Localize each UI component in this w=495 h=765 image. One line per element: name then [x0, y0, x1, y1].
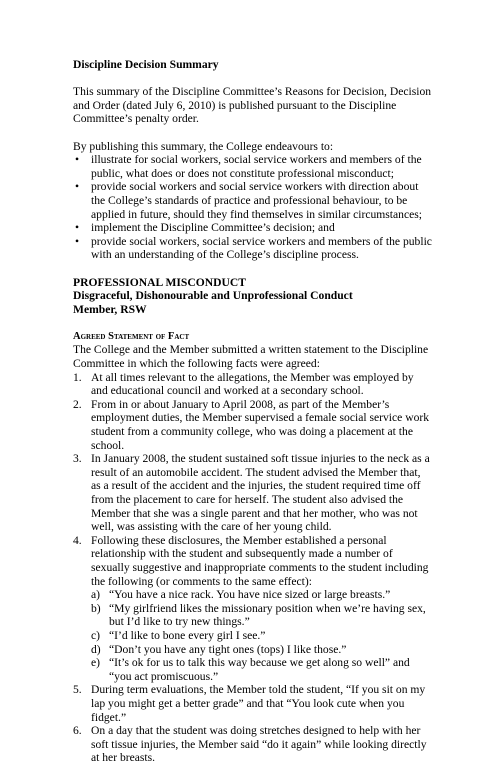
fact-text: From in or about January to April 2008, as part of the Member’s employment duties, the Member supervised a female social service work student from a community college, who was doing a placement at the school. [91, 397, 430, 452]
comment-item [91, 588, 433, 602]
member-line: Member, RSW [73, 302, 147, 316]
fact-item [73, 683, 433, 724]
intro-paragraph: This summary of the Discipline Committee’s Reasons for Decision, Decision and Order (dated July 6, 2010) is published pursuant to the Discipline Committee’s penalty order. [73, 85, 432, 126]
comment-letter: c) [91, 628, 101, 642]
fact-item [73, 534, 433, 684]
comment-text: “I’d like to bone every girl I see.” [109, 628, 266, 642]
list-item-text: illustrate for social workers, social service workers and members of the public, what does or does not constitute professional misconduct; [91, 153, 422, 180]
fact-text: During term evaluations, the Member told the student, “If you sit on my lap you might get a better grade” and that “You look cute when you fidget.” [91, 683, 426, 724]
fact-text: Following these disclosures, the Member established a personal relationship with the student and subsequently made a number of sexually suggestive and inappropriate comments to the student including the following (or comments to the same effect): [91, 533, 429, 588]
fact-number: 2. [73, 397, 82, 411]
list-item-text: provide social workers and social service workers with direction about the College’s standards of practice and professional behaviour, to be applied in future, should they find themselves in similar circumstances; [91, 180, 422, 221]
comment-letter: b) [91, 601, 101, 615]
bullet-icon: • [75, 180, 80, 194]
fact-item [73, 371, 433, 398]
comment-item [91, 629, 433, 643]
document-title: Discipline Decision Summary [73, 58, 219, 71]
comment-item [91, 602, 433, 629]
comment-text: “Don’t you have any tight ones (tops) I like those.” [109, 642, 347, 656]
fact-text: At all times relevant to the allegations, the Member was employed by and educational council and worked at a secondary school. [91, 370, 414, 398]
document-page [73, 58, 433, 765]
fact-number: 6. [73, 724, 82, 738]
comment-item [91, 656, 433, 683]
bullet-icon: • [75, 153, 80, 167]
list-item-text: provide social workers, social service workers and members of the public with an understanding of the College’s discipline process. [91, 234, 432, 262]
objectives-list [73, 153, 433, 262]
fact-item [73, 398, 433, 452]
fact-text: In January 2008, the student sustained soft tissue injuries to the neck as a result of an automobile accident. The student advised the Member that, as a result of the accident and the injuries, the student required time off from the placement to care for herself. The student also advised the Member that she was a single parent and that her mother, who was not well, was assisting with the care of her young child. [91, 452, 430, 534]
fact-item [73, 452, 433, 534]
list-item-text: implement the Discipline Committee’s decision; and [91, 221, 335, 235]
comments-list [91, 588, 433, 683]
statement-heading: Agreed Statement of Fact [73, 330, 190, 342]
comment-text: “You have a nice rack. You have nice sized or large breasts.” [109, 588, 391, 602]
section-subheading: Disgraceful, Dishonourable and Unprofessional Conduct [73, 289, 353, 303]
list-item [73, 153, 433, 180]
lead-in-text: By publishing this summary, the College endeavours to: [73, 139, 334, 153]
fact-number: 1. [73, 370, 82, 384]
fact-text: On a day that the student was doing stretches designed to help with her soft tissue injuries, the Member said “do it again” while looking directly at her breasts. [91, 724, 427, 765]
comment-text: “My girlfriend likes the missionary position when we’re having sex, but I’d like to try new things.” [109, 601, 426, 629]
list-item [73, 221, 433, 235]
bullet-icon: • [75, 221, 80, 235]
list-item [73, 180, 433, 221]
bullet-icon: • [75, 234, 80, 248]
fact-number: 5. [73, 683, 82, 697]
comment-text: “It’s ok for us to talk this way because we get along so well” and “you act promiscuous.” [109, 656, 410, 683]
comment-letter: e) [91, 656, 101, 670]
comment-letter: a) [91, 588, 101, 602]
list-item [73, 235, 433, 262]
facts-list [73, 371, 433, 765]
fact-number: 4. [73, 533, 82, 547]
fact-item [73, 724, 433, 765]
fact-number: 3. [73, 452, 82, 466]
statement-intro: The College and the Member submitted a written statement to the Discipline Committee in which the following facts were agreed: [73, 343, 429, 371]
comment-letter: d) [91, 642, 101, 656]
section-heading: PROFESSIONAL MISCONDUCT [73, 275, 246, 289]
comment-item [91, 643, 433, 657]
